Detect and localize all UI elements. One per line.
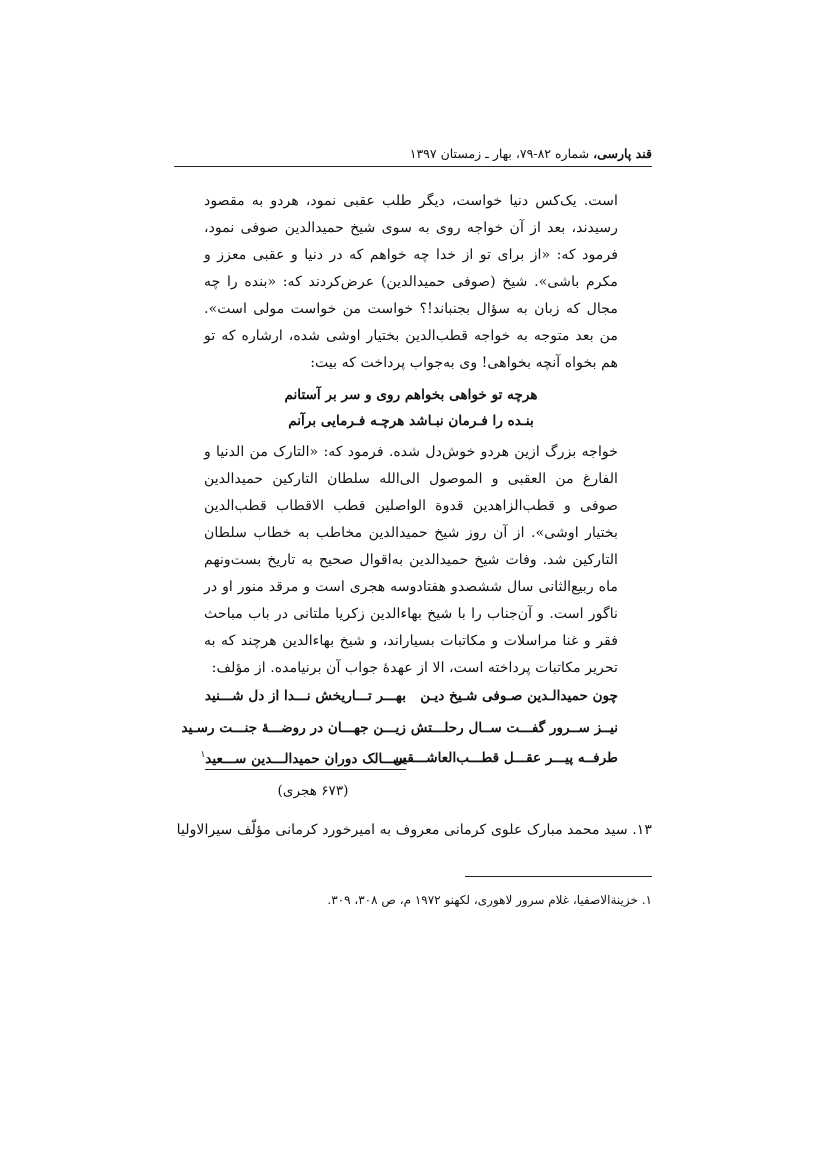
body-paragraph-1: است. یک‌کس دنیا خواست، دیگر طلب عقبی نمود، هردو به مقصود رسیدند، بعد از آن خواجه روی به سوی شیخ حمیدالدین صوفی نمود، فرمود که: «از برای تو از خدا چه خواهم که در دنیا و عقبی معزز و مکرم باشی». شیخ (صوفی حمیدالدین) عرض‌کردند که: «بنده را چه مجال که زبان به سؤال بجنباند!؟ خواست من خواست مولی است». من بعد متوجه به خواجه قطب‌الدین بختیار اوشی شده، ارشاره که تو هم بخواه آنچه بخواهی! وی به‌جواب پرداخت که بیت: bbox=[204, 193, 618, 371]
chronogram-hemistich: ســـالک دوران حمیدالـــدین ســـعید bbox=[205, 751, 406, 770]
body-paragraph-2: خواجه بزرگ ازین هردو خوش‌دل شده. فرمود که: «التارک من الدنیا و الفارغ من العقبی و الموصول الی‌الله سلطان التارکین حمیدالدین صوفی و قطب‌الزاهدین قدوة الواصلین قطب الاقطاب قطب‌الدین بختیار اوشی». از آن روز شیخ حمیدالدین مخاطب به خطاب سلطان التارکین شد. وفات شیخ حمیدالدین به‌اقوال صحیح به تاریخ بست‌ونهم ماه ربیع‌الثانی سال ششصدو هفتادوسه هجری است و مرقد منور او در ناگور است. و آن‌جناب را با شیخ بهاءالدین زکریا ملتانی در باب مباحث فقر و غنا مراسلات و مکاتبات بسیاراند، و شیخ بهاءالدین هرچند که به تحریر مکاتبات پرداخته است، الا از عهدهٔ جواب آن برنیامده. از مؤلف: bbox=[204, 444, 618, 676]
couplet-line-2: بنـده را فـرمان نبـاشد هرچـه فـرمایی برآنم bbox=[288, 413, 534, 429]
section-heading-13: ۱۳. سید محمد مبارک علوی کرمانی معروف به امیرخورد کرمانی مؤلّف سیرالاولیا bbox=[176, 822, 652, 838]
verse-second-hemistich: بهـــر تـــاریخش نـــدا از دل شـــنید bbox=[204, 688, 406, 704]
verse-second-hemistich: زیـــن جهـــان در روضـــهٔ جنـــت رسـید bbox=[181, 720, 406, 736]
chronogram-date: (۶۷۳ هجری) bbox=[277, 783, 349, 799]
journal-name: قند پارسی، bbox=[593, 146, 652, 161]
poem-verse-3 bbox=[200, 750, 618, 774]
poem-verse-1 bbox=[204, 688, 618, 712]
poem-verse-2 bbox=[181, 720, 618, 744]
verse-second-hemistich bbox=[200, 750, 406, 767]
couplet-line-1: هرچه تو خواهی بخواهم روی و سر بر آستانم bbox=[284, 387, 538, 403]
footnote-1: ۱. خزینةالاصفیا، غلام سرور لاهوری، لکهنو ۱۹۷۲ م، ص ۳۰۸، ۳۰۹. bbox=[327, 893, 652, 907]
footnote-marker: ۱ bbox=[200, 750, 206, 760]
header-rule bbox=[174, 166, 652, 167]
verse-first-hemistich: چون حمیدالـدین صـوفی شـیخ دیـن bbox=[420, 688, 618, 704]
footnote-rule bbox=[465, 876, 652, 877]
verse-first-hemistich: طرفــه پیـــر عقـــل قطـــب‌العاشـــقین bbox=[392, 750, 618, 766]
running-header bbox=[174, 146, 652, 161]
issue-info: شماره ۸۲-۷۹، بهار ـ زمستان ۱۳۹۷ bbox=[409, 146, 594, 161]
verse-first-hemistich: نیــز ســرور گفـــت ســال رحلـــتش bbox=[410, 720, 618, 736]
